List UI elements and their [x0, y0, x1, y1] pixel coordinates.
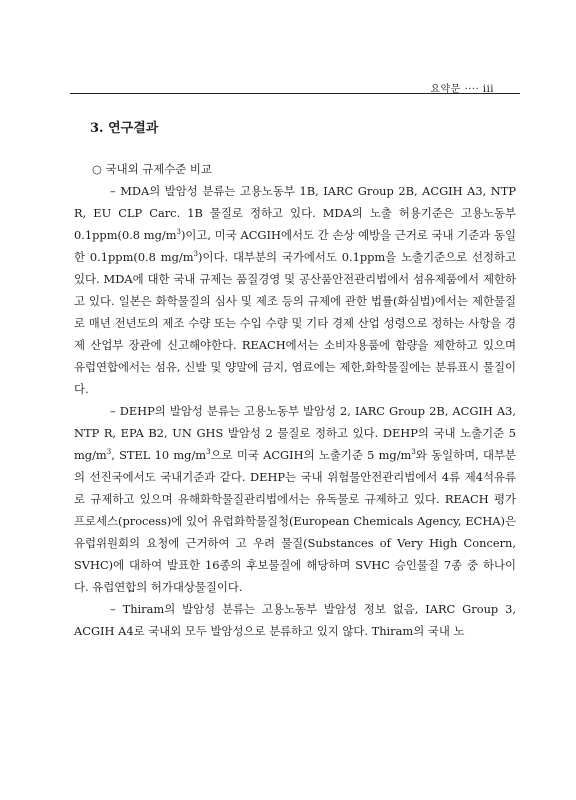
paragraph-dehp-text-1: – DEHP의 발암성 분류는 고용노동부 발암성 2, IARC Group 2B, ACGIH A3, NTP R, EPA B2, UN GHS 발암성 2 물질로 정하고 있다. DEHP의 국내 노출기준 5 mg/m [74, 404, 516, 462]
paragraph-dehp-text-2: , STEL 10 mg/m [111, 448, 207, 462]
paragraph-mda-text-3: )이다. 대부분의 국가에서도 0.1ppm을 노출기준으로 선정하고 있다. MDA에 대한 국내 규제는 품질경영 및 공산품안전관리법에서 섬유제품에서 제한하고 있다. 일본은 화학물질의 심사 및 제조 등의 규제에 관한 법률(화심법)에서는 제한물질로 매년 전년도의 제조 수량 또는 수입 수량 및 기타 경제 산업 성령으로 정하는 사항을 경제 산업부 장관에 신고해야한다. REACH에서는 소비자용품에 함량을 제한하고 있으며 유럽연합에서는 섬유, 신발 및 양말에 금지, 염료에는 제한,화학물질에는 분류표시 물질이다. [74, 250, 516, 396]
superscript: 3 [176, 228, 181, 237]
bullet-heading: ○ 국내외 규제수준 비교 [92, 162, 212, 176]
running-head-text: 요약문 ···· iii [430, 84, 494, 95]
header-rule [70, 93, 520, 94]
body-text [74, 158, 516, 642]
paragraph-dehp [74, 400, 516, 598]
paragraph-dehp-text-3: 으로 미국 ACGIH의 노출기준 5 mg/m [210, 448, 412, 462]
superscript: 3 [106, 448, 112, 457]
superscript: 3 [206, 448, 211, 457]
superscript: 3 [411, 448, 416, 457]
section-title: 3. 연구결과 [90, 121, 159, 136]
paragraph-thiram [74, 598, 516, 642]
paragraph-mda-text-1: – MDA의 발암성 분류는 고용노동부 1B, IARC Group 2B, ACGIH A3, NTP R, EU CLP Carc. 1B 물질로 정하고 있다. MDA의 노출 허용기준은 고용노동부 0.1ppm(0.8 mg/m [74, 184, 516, 242]
paragraph-thiram-text: – Thiram의 발암성 분류는 고용노동부 발암성 정보 없음, IARC Group 3, ACGIH A4로 국내외 모두 발암성으로 분류하고 있지 않다. Thiram의 국내 노 [74, 602, 516, 638]
paragraph-mda-text-2: )이고, 미국 ACGIH에서도 간 손상 예방을 근거로 국내 기준과 동일한 0.1ppm(0.8 mg/m [74, 228, 516, 264]
superscript: 3 [193, 250, 198, 259]
paragraph-mda [74, 180, 516, 400]
paragraph-dehp-text-4: 와 동일하며, 대부분의 선진국에서도 국내기준과 같다. DEHP는 국내 위험물안전관리법에서 4류 제4석유류 로 규제하고 있으며 유해화학물질관리법에서는 유독물로 규제하고 있다. REACH 평가 프로세스(process)에 있어 유럽화학물질청(European Chemicals Agency, ECHA)은 유럽위원회의 요청에 근거하여 고 우려 물질(Substances of Very High Concern, SVHC)에 대하여 발표한 16종의 후보물질에 해당하며 SVHC 승인물질 7종 중 하나이다. 유럽연합의 허가대상물질이다. [74, 448, 516, 594]
